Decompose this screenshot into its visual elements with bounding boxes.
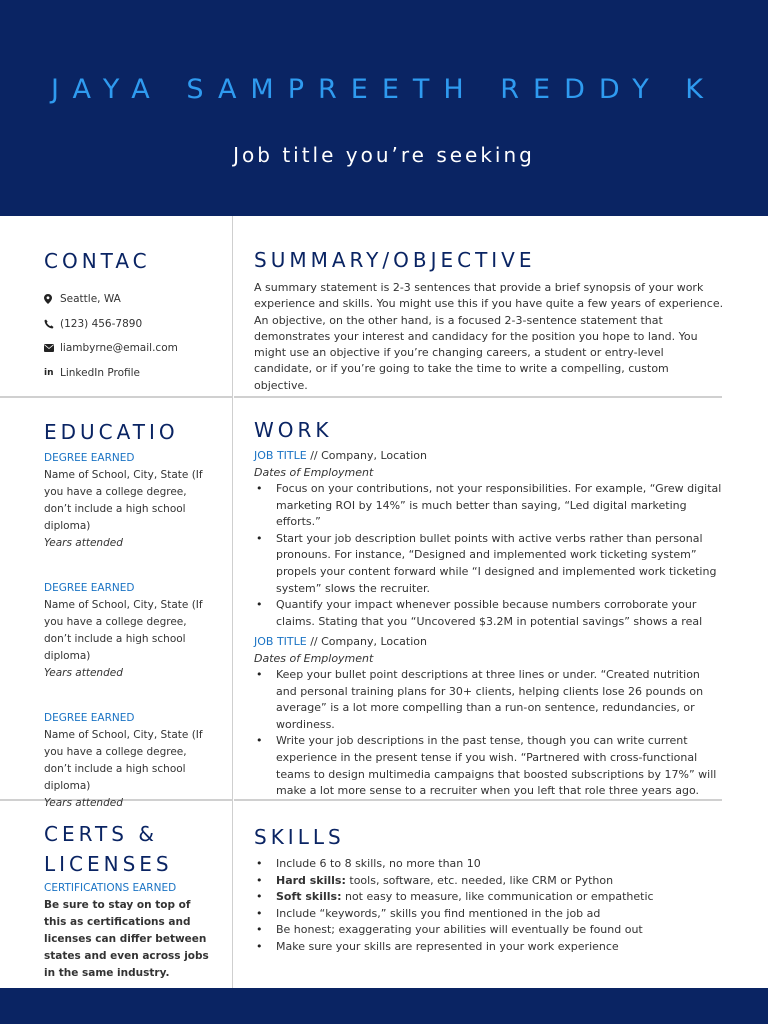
job-company: // Company, Location <box>306 449 427 462</box>
job-bullet: • Quantify your impact whenever possible because numbers corroborate your claims. Stating that you “Uncovered $3.2M in potential savings” shows a real <box>254 597 724 630</box>
education-list <box>44 450 216 809</box>
years-attended: Years attended <box>44 537 123 549</box>
years-attended: Years attended <box>44 797 123 809</box>
job-header <box>254 633 724 650</box>
degree-earned: DEGREE EARNED <box>44 452 135 464</box>
contact-list <box>44 287 224 385</box>
job-entry <box>254 447 724 629</box>
years-attended: Years attended <box>44 667 123 679</box>
job-bullet: • Start your job description bullet points with active verbs rather than personal pronouns. For instance, “Designed and implemented work ticketing system” propels your content forward while “I designed and implemented work ticketing system” slows the recruiter. <box>254 531 724 597</box>
skill-label: Soft skills: <box>276 890 342 903</box>
school-description: Name of School, City, State (If you have a college degree, don’t include a high school diploma) <box>44 599 203 662</box>
contact-phone-text: (123) 456-7890 <box>60 317 143 330</box>
job-dates: Dates of Employment <box>254 652 374 665</box>
job-entry <box>254 633 724 800</box>
skills-list <box>254 856 724 955</box>
candidate-name: JAYA SAMPREETH REDDY K <box>51 74 717 105</box>
summary-text: A summary statement is 2-3 sentences that provide a brief synopsis of your work experience and skills. You might use this if you have quite a few years of experience. An objective, on the other hand, is a focused 2-3-sentence statement that demonstrates your interest and candidacy for the position you hope to land. You might use an objective if you’re changing careers, a student or entry-level candidate, or if you’re going to take the time to write a compelling, custom objective. <box>254 281 724 392</box>
skill-item <box>254 873 724 890</box>
job-title: JOB TITLE <box>254 635 307 648</box>
contact-email[interactable] <box>44 336 224 361</box>
email-icon <box>44 344 60 352</box>
skill-text: Include 6 to 8 skills, no more than 10 <box>276 857 481 870</box>
skill-text: Make sure your skills are represented in your work experience <box>276 939 619 953</box>
contact-location <box>44 287 224 312</box>
skill-item <box>254 889 724 906</box>
education-entry <box>44 580 216 682</box>
education-heading: EDUCATIO <box>44 420 179 444</box>
skill-item <box>254 906 724 923</box>
education-entry <box>44 450 216 552</box>
job-bullet: • Write your job descriptions in the past tense, though you can write current experience in the present tense if you wish. “Partnered with cross-functional teams to design multimedia campaigns that boosted subscriptions by 17%” will make a lot more sense to a recruiter when you left that role three years ago. <box>254 733 724 799</box>
job-title: JOB TITLE <box>254 449 307 462</box>
skill-text: Include “keywords,” skills you find mentioned in the job ad <box>276 906 601 920</box>
skills-section <box>254 856 724 955</box>
contact-location-text: Seattle, WA <box>60 293 121 306</box>
phone-icon <box>44 319 60 329</box>
job-title-sought: Job title you’re seeking <box>233 143 535 167</box>
skill-text: tools, software, etc. needed, like CRM or Python <box>345 873 614 887</box>
left-divider-1 <box>0 396 232 398</box>
linkedin-icon: in <box>44 367 54 378</box>
contact-linkedin[interactable] <box>44 361 224 386</box>
school-description: Name of School, City, State (If you have a college degree, don’t include a high school diploma) <box>44 469 203 532</box>
job-company: // Company, Location <box>306 635 427 648</box>
education-entry <box>44 710 216 812</box>
skill-item <box>254 922 724 939</box>
right-divider-1 <box>234 396 722 398</box>
resume-header <box>0 0 768 216</box>
column-divider <box>232 216 233 988</box>
degree-earned: DEGREE EARNED <box>44 582 135 594</box>
certs-heading-line2: LICENSES <box>44 852 173 876</box>
contact-email-text[interactable]: liambyrne@email.com <box>60 342 178 355</box>
contact-linkedin-text[interactable]: LinkedIn Profile <box>60 366 140 379</box>
summary-heading: SUMMARY/OBJECTIVE <box>254 248 536 272</box>
contact-phone <box>44 312 224 337</box>
job-header <box>254 447 724 464</box>
skill-label: Hard skills: <box>276 873 346 887</box>
job-bullets <box>254 481 724 630</box>
school-description: Name of School, City, State (If you have a college degree, don’t include a high school diploma) <box>44 729 203 792</box>
certs-heading-line1: CERTS & <box>44 822 158 846</box>
skill-item <box>254 856 724 873</box>
skill-text: Be honest; exaggerating your abilities will eventually be found out <box>276 923 643 936</box>
certifications-earned: CERTIFICATIONS EARNED <box>44 882 177 894</box>
certs-section <box>44 880 224 982</box>
work-section <box>254 447 724 800</box>
job-bullets <box>254 667 724 800</box>
job-bullet: • Focus on your contributions, not your responsibilities. For example, “Grew digital marketing ROI by 14%” is much better than saying, “Led digital marketing efforts.” <box>254 481 724 531</box>
certs-description: Be sure to stay on top of this as certifications and licenses can differ between states and even across jobs in the same industry. <box>44 899 209 979</box>
job-dates: Dates of Employment <box>254 466 374 479</box>
degree-earned: DEGREE EARNED <box>44 712 135 724</box>
work-heading: WORK <box>254 418 333 442</box>
skills-heading: SKILLS <box>254 825 345 849</box>
contact-heading: CONTAC <box>44 249 151 273</box>
skill-text: not easy to measure, like communication or empathetic <box>341 890 654 903</box>
location-pin-icon <box>44 294 60 304</box>
job-bullet: • Keep your bullet point descriptions at three lines or under. “Created nutrition and personal training plans for 30+ clients, helping clients lose 26 pounds on average” is a lot more compelling than a run-on sentence, redundancies, or wordiness. <box>254 667 724 733</box>
resume-footer <box>0 988 768 1024</box>
skill-item <box>254 939 724 956</box>
